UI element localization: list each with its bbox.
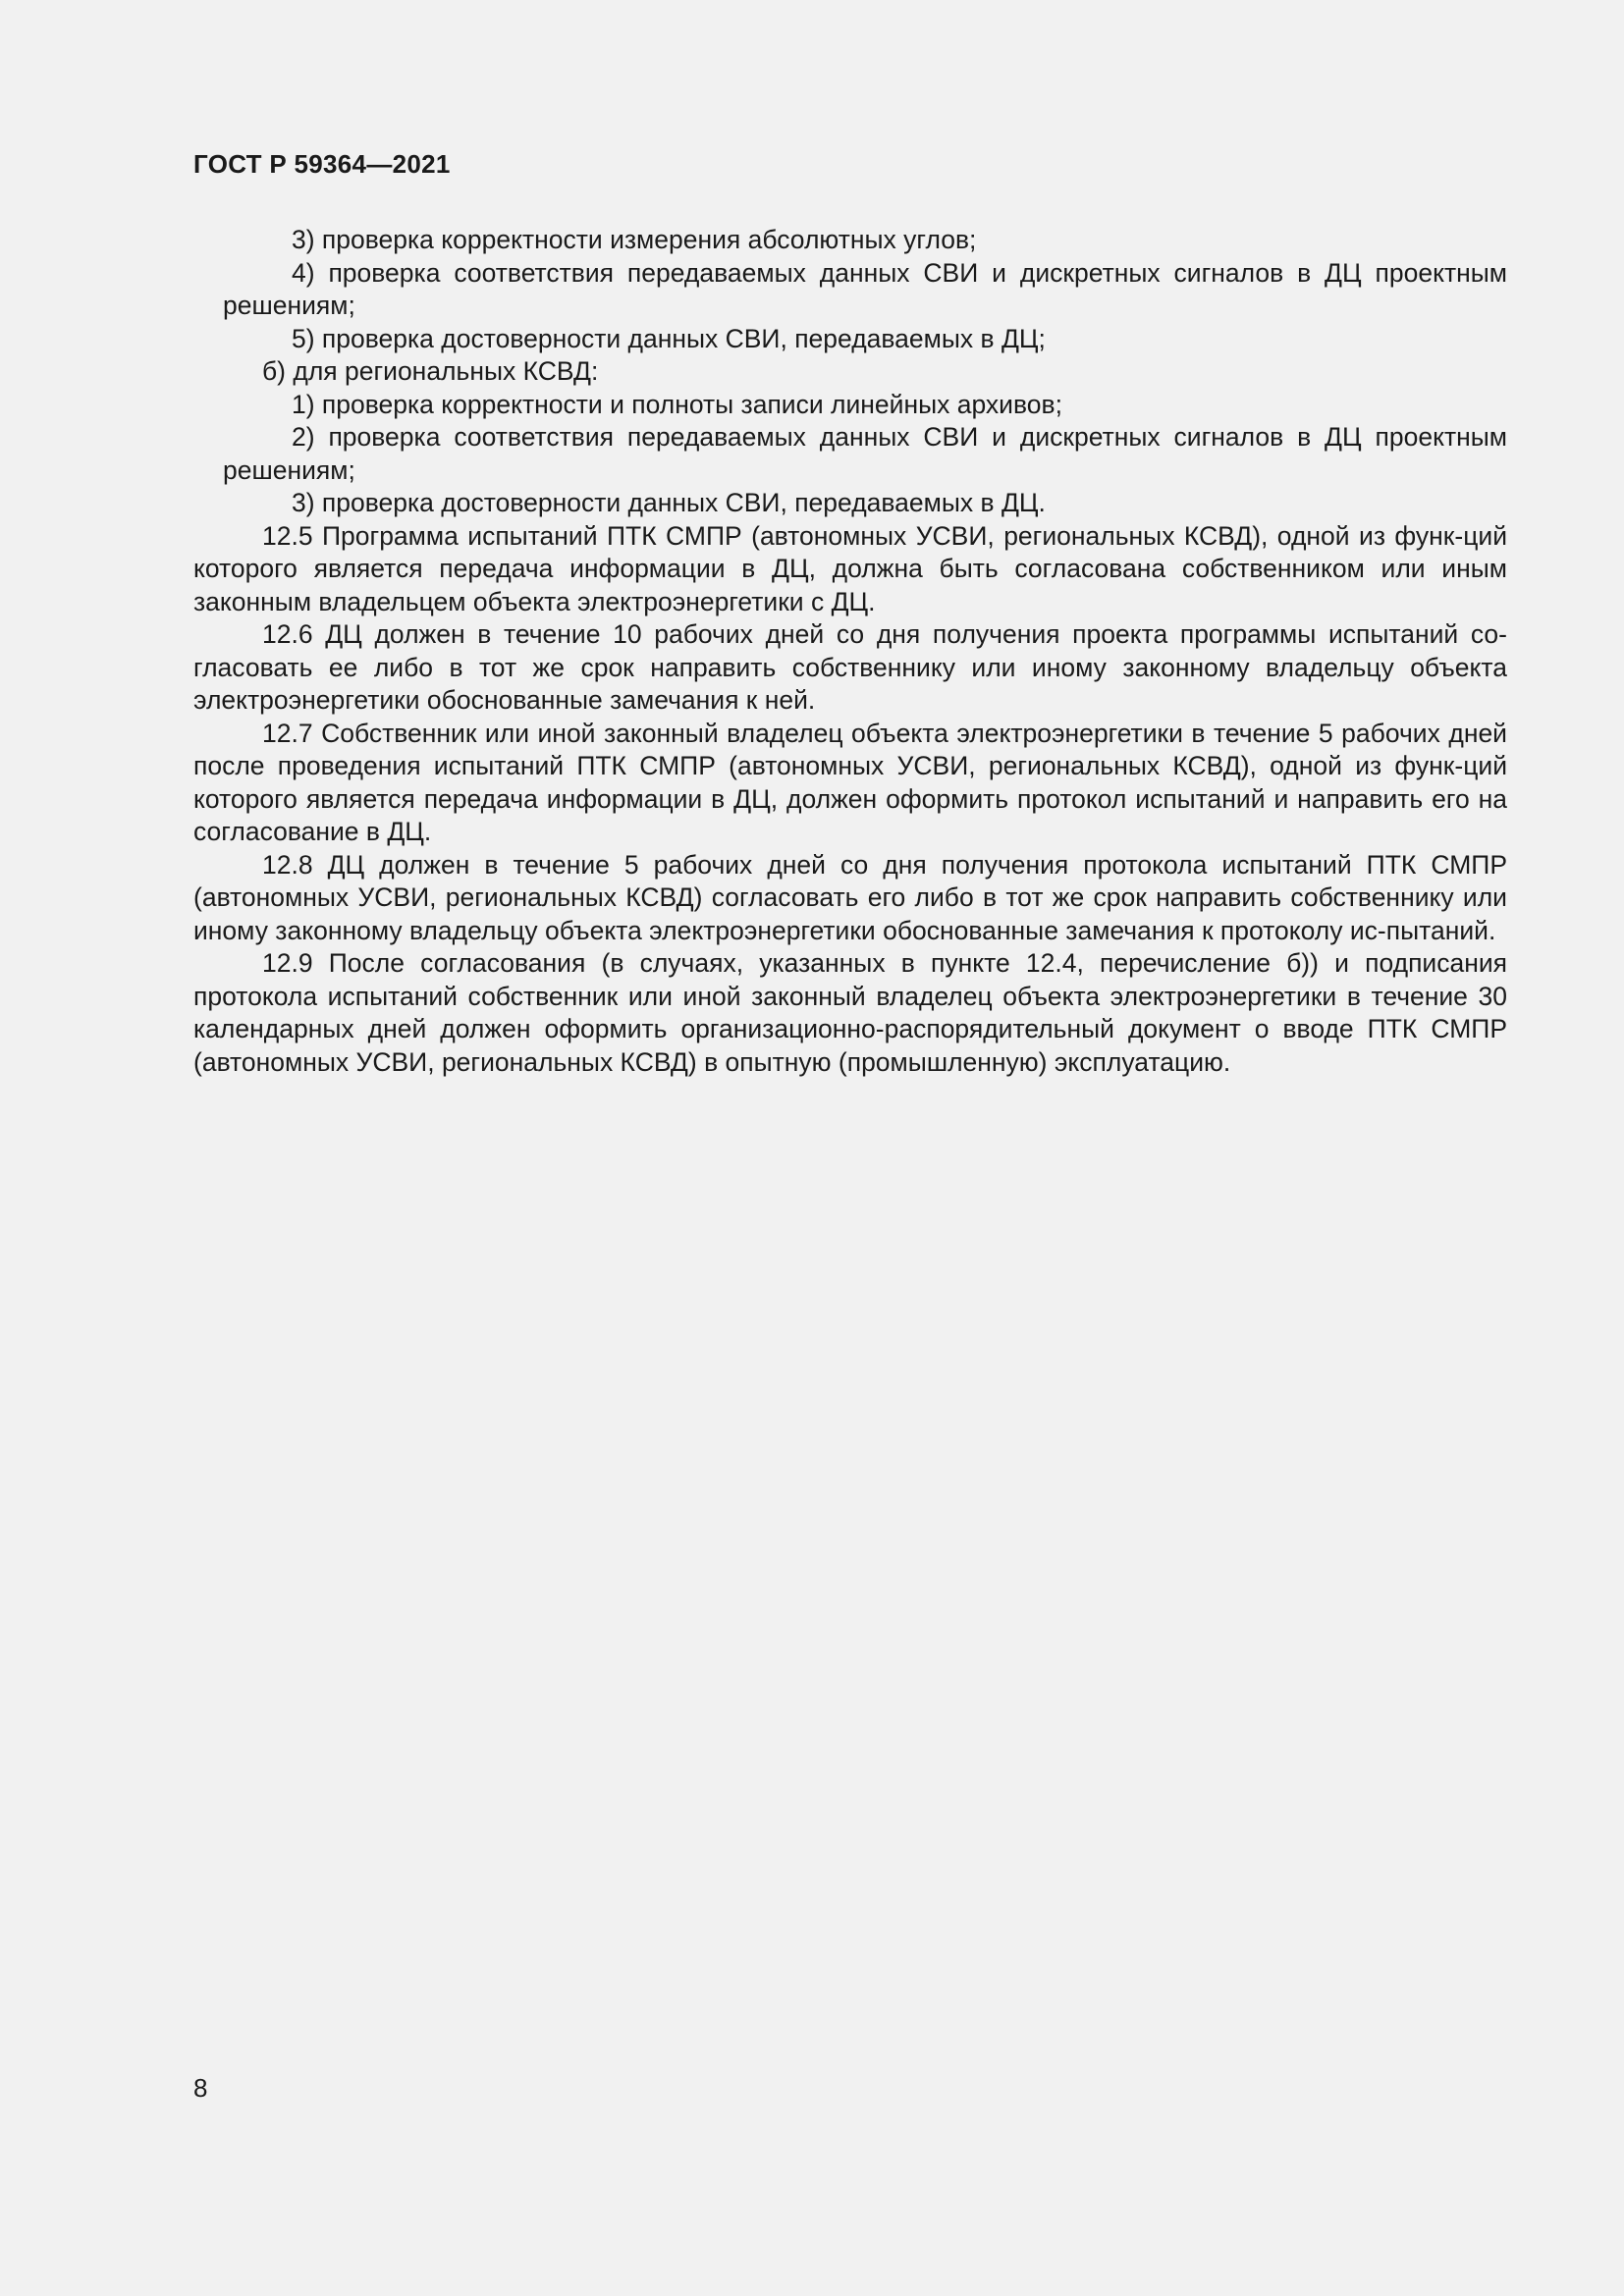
paragraph: 5) проверка достоверности данных СВИ, передаваемых в ДЦ; (292, 323, 1046, 353)
paragraph: б) для региональных КСВД: (262, 356, 599, 386)
document-body (193, 224, 1507, 1079)
paragraph-12-5: 12.5 Программа испытаний ПТК СМПР (автономных УСВИ, региональных КСВД), одной из функ-ций которого является передача информации в ДЦ, должна быть согласована собственником или иным законным владельцем объекта электроэнергетики с ДЦ. (193, 520, 1507, 616)
paragraph: 2) проверка соответствия передаваемых данных СВИ и дискретных сигналов в ДЦ проектным решениям; (223, 422, 1507, 485)
paragraph-12-7: 12.7 Собственник или иной законный владелец объекта электроэнергетики в течение 5 рабочих дней после проведения испытаний ПТК СМПР (автономных УСВИ, региональных КСВД), одной из функ-ций которого является передача информации в ДЦ, должен оформить протокол испытаний и направить его на согласование в ДЦ. (193, 718, 1507, 846)
paragraph: 1) проверка корректности и полноты записи линейных архивов; (292, 389, 1062, 419)
paragraph-12-9: 12.9 После согласования (в случаях, указанных в пункте 12.4, перечисление б)) и подписания протокола испытаний собственник или иной законный владелец объекта электроэнергетики в течение 30 календарных дней должен оформить организационно-распорядительный документ о вводе ПТК СМПР (автономных УСВИ, региональных КСВД) в опытную (промышленную) эксплуатацию. (193, 948, 1507, 1077)
paragraph: 3) проверка корректности измерения абсолютных углов; (292, 225, 977, 254)
page-number: 8 (193, 2073, 208, 2103)
paragraph-12-6: 12.6 ДЦ должен в течение 10 рабочих дней со дня получения проекта программы испытаний со-гласовать ее либо в тот же срок направить собственнику или иному законному владельцу объекта электроэнергетики обоснованные замечания к ней. (193, 619, 1507, 715)
paragraph-12-8: 12.8 ДЦ должен в течение 5 рабочих дней со дня получения протокола испытаний ПТК СМПР (автономных УСВИ, региональных КСВД) согласовать его либо в тот же срок направить собственнику или иному законному владельцу объекта электроэнергетики обоснованные замечания к протоколу ис-пытаний. (193, 849, 1507, 945)
paragraph: 4) проверка соответствия передаваемых данных СВИ и дискретных сигналов в ДЦ проектным решениям; (223, 257, 1507, 320)
document-header: ГОСТ Р 59364—2021 (193, 149, 451, 179)
paragraph: 3) проверка достоверности данных СВИ, передаваемых в ДЦ. (292, 488, 1046, 517)
